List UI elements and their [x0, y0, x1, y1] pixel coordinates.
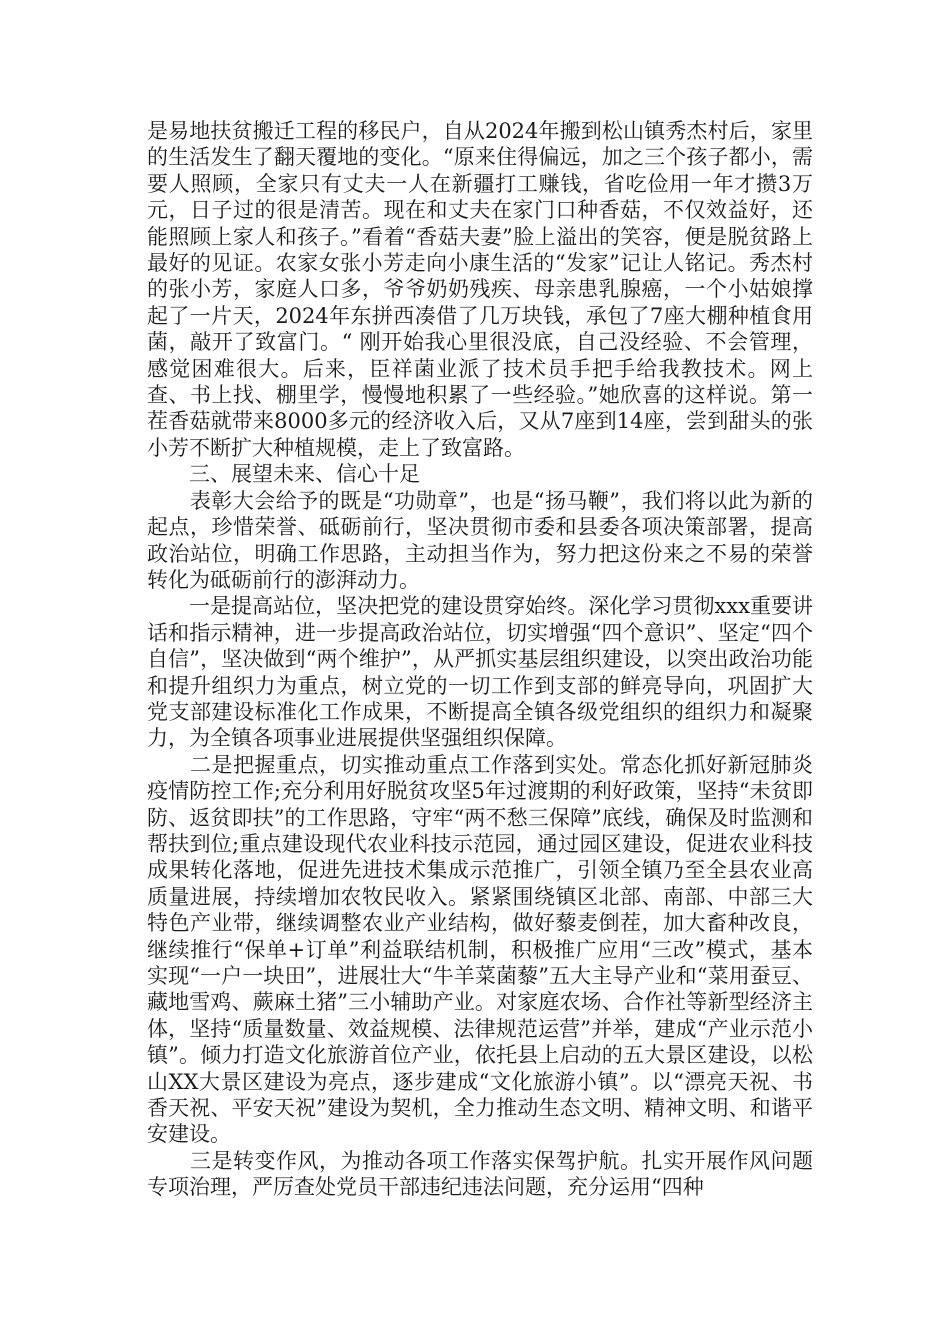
- paragraph-commendation: 表彰大会给予的既是“功勋章”，也是“扬马鞭”，我们将以此为新的起点，珍惜荣誉、砥砺前行，坚决贯彻市委和县委各项决策部署，提高政治站位，明确工作思路，主动担当作为，努力把这份来之不易的荣誉转化为砥砺前行的澎湃动力。: [147, 488, 813, 592]
- paragraph-story-continuation: 是易地扶贫搬迁工程的移民户，自从2024年搬到松山镇秀杰村后，家里的生活发生了翻天覆地的变化。“原来住得偏远，加之三个孩子都小，需要人照顾，全家只有丈夫一人在新疆打工赚钱，省吃俭用一年才攒3万元，日子过的很是清苦。现在和丈夫在家门口种香菇，不仅效益好，还能照顾上家人和孩子。”看着“香菇夫妻”脸上溢出的笑容，便是脱贫路上最好的见证。农家女张小芳走向小康生活的“发家”记让人铭记。秀杰村的张小芳，家庭人口多，爷爷奶奶残疾、母亲患乳腺癌，一个小姑娘撑起了一片天，2024年东拼西凑借了几万块钱，承包了7座大棚种植食用菌，敲开了致富门。“ 刚开始我心里很没底，自己没经验、不会管理，感觉困难很大。后来，臣祥菌业派了技术员手把手给我教技术。网上查、书上找、棚里学，慢慢地积累了一些经验。”她欣喜的这样说。第一茬香菇就带来8000多元的经济收入后，又从7座到14座，尝到甜头的张小芳不断扩大种植规模，走上了致富路。: [147, 119, 813, 460]
- section-heading-outlook: 三、展望未来、信心十足: [147, 462, 420, 487]
- paragraph-point-one: 一是提高站位，坚决把党的建设贯穿始终。深化学习贯彻xxx重要讲话和指示精神，进一步提高政治站位，切实增强“四个意识”、坚定“四个自信”，坚决做到“两个维护”，从严抓实基层组织建设，以突出政治功能和提升组织力为重点，树立党的一切工作到支部的鲜亮导向，巩固扩大党支部建设标准化工作成果，不断提高全镇各级党组织的组织力和凝聚力，为全镇各项事业进展提供坚强组织保障。: [147, 594, 813, 751]
- document-page: [147, 118, 813, 1201]
- paragraph-point-three: 三是转变作风，为推动各项工作落实保驾护航。扎实开展作风问题专项治理，严厉查处党员干部违纪违法问题，充分运用“四种: [147, 1148, 813, 1200]
- paragraph-point-two: 二是把握重点，切实推动重点工作落到实处。常态化抓好新冠肺炎疫情防控工作;充分利用好脱贫攻坚5年过渡期的利好政策，坚持“未贫即防、返贫即扶”的工作思路，守牢“两不愁三保障”底线，确保及时监测和帮扶到位;重点建设现代农业科技示范园，通过园区建设，促进农业科技成果转化落地，促进先进技术集成示范推广，引领全镇乃至全县农业高质量进展，持续增加农牧民收入。紧紧围绕镇区北部、南部、中部三大特色产业带，继续调整农业产业结构，做好藜麦倒茬，加大畜种改良，继续推行“保单+订单”利益联结机制，积极推广应用“三改”模式，基本实现“一户一块田”，进展壮大“牛羊菜菌藜”五大主导产业和“菜用蚕豆、藏地雪鸡、蕨麻土猪”三小辅助产业。对家庭农场、合作社等新型经济主体，坚持“质量数量、效益规模、法律规范运营”并举，建成“产业示范小镇”。倾力打造文化旅游首位产业，依托县上启动的五大景区建设，以松山XX大景区建设为亮点，逐步建成“文化旅游小镇”。以“漂亮天祝、书香天祝、平安天祝”建设为契机，全力推动生态文明、精神文明、和谐平安建设。: [147, 752, 813, 1147]
